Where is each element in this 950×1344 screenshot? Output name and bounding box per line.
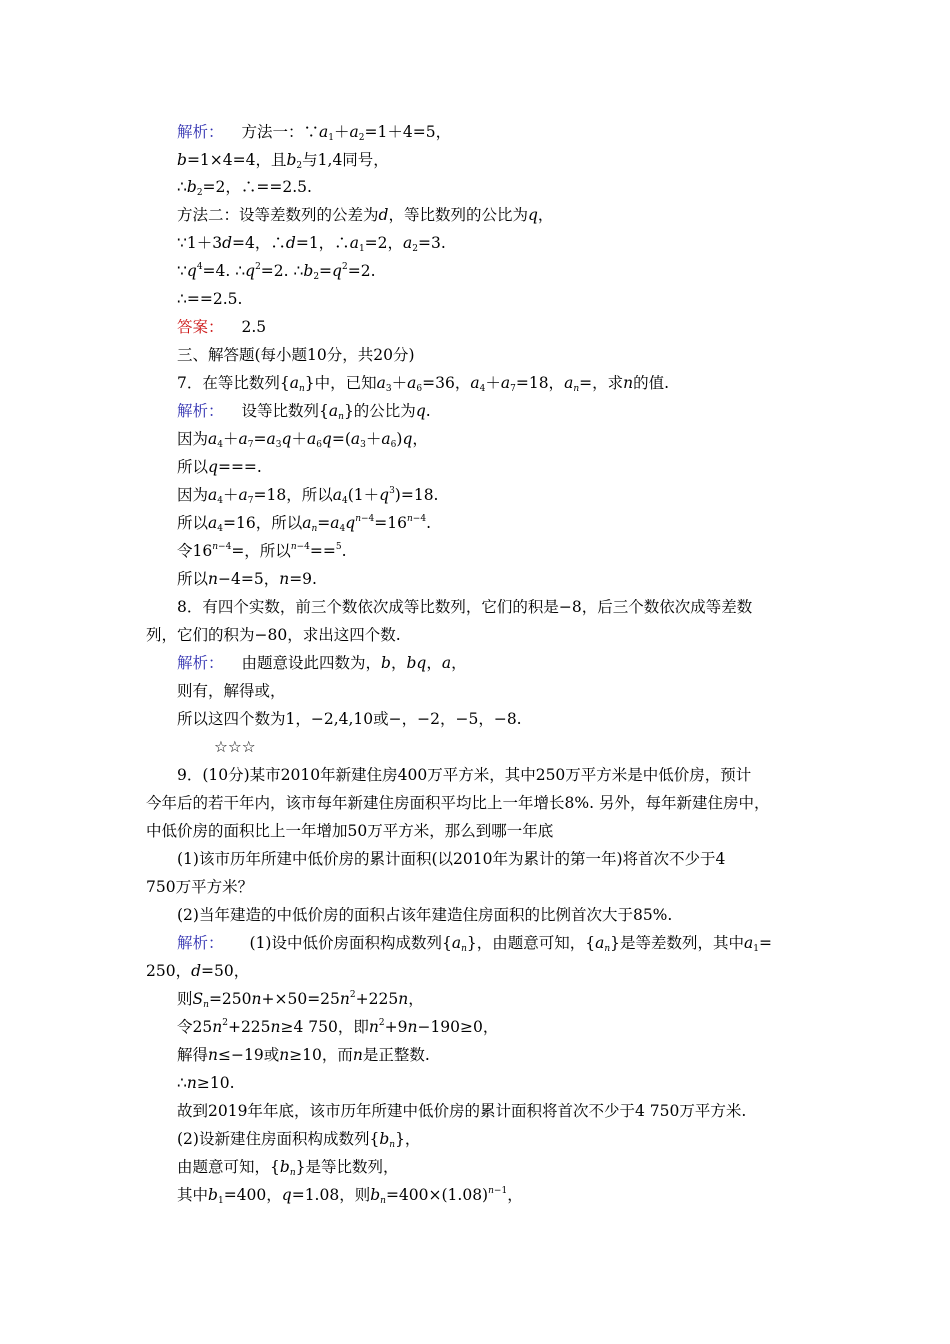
question-8-line-2: 列，它们的积为−80，求出这四个数.: [146, 626, 401, 644]
question-9-part-1-line-1: (1)该市历年所建中低价房的累计面积(以2010年为累计的第一年)将首次不少于4: [177, 850, 726, 868]
solution-7-line-3: 所以q===.: [177, 458, 262, 476]
solution-7-line-1: 解析： 设等比数列$\{a_n\}$的公比为q.: [177, 402, 431, 422]
question-7: 7．在等比数列$\{a_n\}$中，已知$a_3+a_6=36$，$a_4+a_7=18$，$a_n=$，求n的值.: [177, 374, 670, 394]
section-heading: 三、解答题(每小题10分，共20分): [177, 346, 415, 364]
question-9-line-3: 中低价房的面积比上一年增加50万平方米，那么到哪一年底: [146, 822, 554, 840]
solution-9-line-2: 250，d=50，: [146, 962, 250, 980]
answer-line: [177, 317, 266, 337]
solution-6-line-1: 解析： 方法一：$\because a_1+a_2=1+4=5$，: [177, 123, 452, 143]
question-8-line-1: 8．有四个实数，前三个数依次成等比数列，它们的积是−8，后三个数依次成等差数: [177, 598, 753, 616]
question-9-line-1: 9．(10分)某市2010年新建住房400万平方米，其中250万平方米是中低价房，预计: [177, 766, 752, 784]
solution-7-line-2: 因为$a_4+a_7=a_3q+a_6q=(a_3+a_6)q$，: [177, 430, 428, 450]
solution-7-line-7: 所以n−4=5，n=9.: [177, 570, 317, 588]
solution-label: 解析：: [177, 123, 224, 141]
solution-9-line-9: 由题意可知，$\{b_n\}$是等比数列，: [177, 1158, 399, 1178]
solution-9-line-7: 故到2019年年底，该市历年所建中低价房的累计面积将首次不少于4 750万平方米.: [177, 1102, 747, 1120]
solution-9-line-5: 解得n≤−19或n≥10，而n是正整数.: [177, 1046, 430, 1064]
solution-6-line-5: ∵1＋3d=4，∴d=1，$\therefore a_1=2$，$a_2=3$.: [177, 234, 446, 254]
answer-value: 2.5: [241, 318, 267, 336]
solution-label: 解析：: [177, 402, 224, 420]
solution-9-line-8: (2)设新建住房面积构成数列$\{b_n\}$，: [177, 1130, 421, 1150]
solution-7-line-6: 令$16^{n-4}=$，所以$^{n-4}$==$^5$.: [177, 542, 347, 560]
question-9-line-2: 今年后的若干年内，该市每年新建住房面积平均比上一年增长8%. 另外，每年新建住房中，: [146, 794, 770, 812]
question-9-part-1-line-2: 750万平方米？: [146, 878, 254, 896]
solution-8-line-3: 所以这四个数为1，−2,4,10或−，−2，−5，−8.: [177, 710, 522, 728]
solution-6-line-3: $\therefore b_2=2$，∴==2.5.: [177, 178, 312, 198]
solution-label: 解析：: [177, 654, 224, 672]
solution-7-line-4: 因为$a_4+a_7=18$，所以$a_4(1+q^3)=18$.: [177, 486, 439, 506]
solution-8-line-2: 则有，解得或，: [177, 682, 286, 700]
solution-6-line-2: b=1×4=4，且$b_2$与1,4同号，: [177, 151, 389, 171]
question-9-part-2: (2)当年建造的中低价房的面积占该年建造住房面积的比例首次大于85%.: [177, 906, 673, 924]
solution-9-line-10: 其中$b_1=400$，q=1.08，则$b_n=400\times(1.08)^{n-1}$，: [177, 1186, 523, 1206]
solution-9-line-3: 则$S_n=250n+\times 50=25n^2+225n$，: [177, 990, 424, 1010]
answer-label: 答案：: [177, 318, 224, 336]
stars-divider: ☆☆☆: [214, 738, 256, 756]
solution-6-line-6: $\because q^4=4$. $\therefore q^2=2$. $\therefore b_2=q^2=2$.: [177, 262, 376, 282]
solution-9-line-4: 令$25n^2+225n\ge 4$ 750，即$n^2+9n-190\ge 0$，: [177, 1018, 499, 1036]
solution-7-line-5: 所以$a_4=16$，所以$a_n=a_4q^{n-4}=16^{n-4}$.: [177, 514, 431, 534]
solution-9-line-6: ∴n≥10.: [177, 1074, 235, 1092]
solution-8-line-1: 解析： 由题意设此四数为，b，bq，a，: [177, 654, 467, 672]
solution-9-line-1: 解析： (1)设中低价房面积构成数列$\{a_n\}$，由题意可知，$\{a_n\}$是等差数列，其中$a_1=$: [177, 934, 773, 954]
solution-label: 解析：: [177, 934, 224, 952]
solution-6-line-4: 方法二：设等差数列的公差为d，等比数列的公比为q，: [177, 206, 554, 224]
solution-6-line-7: ∴==2.5.: [177, 290, 243, 308]
